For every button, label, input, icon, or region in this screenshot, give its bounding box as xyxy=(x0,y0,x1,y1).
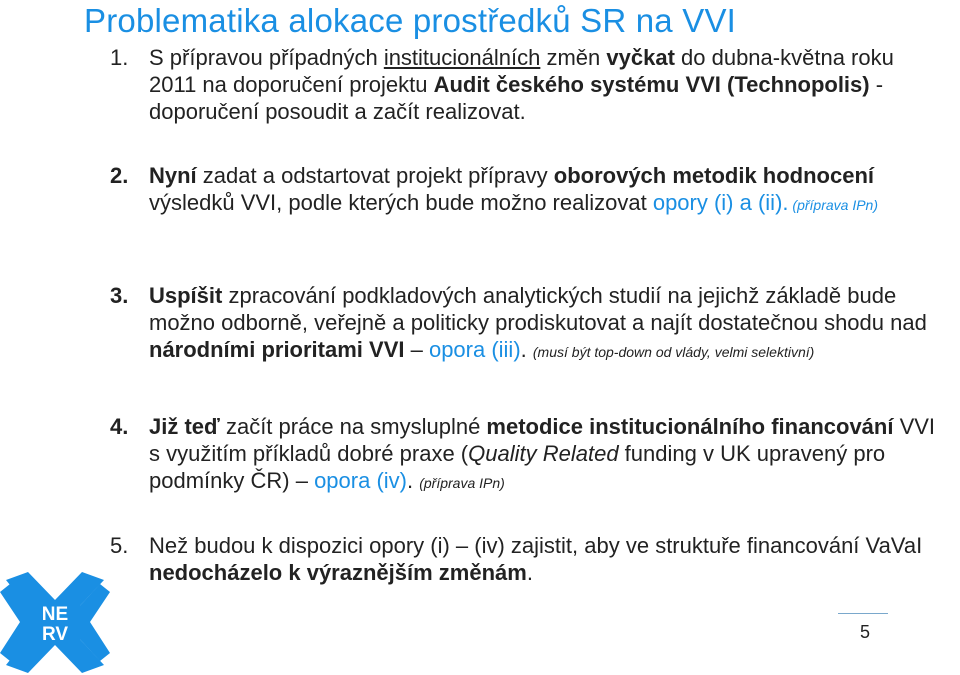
item-text: S přípravou případných institucionálních změn vyčkat do dubna-května roku 2011 na doporučení projektu Audit českého systému VVI (Technopolis) - doporučení posoudit a začít realizovat. xyxy=(149,45,894,124)
item-text: Uspíšit zpracování podkladových analytických studií na jejichž základě bude možno odborně, veřejně a politicky prodiskutovat a najít dostatečnou shodu nad národními prioritami VVI – opora (iii). (musí být top-down od vlády, velmi selektivní) xyxy=(149,283,927,362)
item-number: 3. xyxy=(110,283,129,308)
list-item-2 xyxy=(110,162,940,219)
logo-line-1: NE xyxy=(41,604,69,625)
logo-line-2: RV xyxy=(41,624,69,645)
item-number: 5. xyxy=(110,533,129,558)
item-text: Nyní zadat a odstartovat projekt přípravy oborových metodik hodnocení výsledků VVI, podle kterých bude možno realizovat opory (i) a (ii). (příprava IPn) xyxy=(149,163,878,215)
item-text: Než budou k dispozici opory (i) – (iv) zajistit, aby ve struktuře financování VaVaI nedocházelo k výraznějším změnám. xyxy=(149,533,923,585)
page-number: 5 xyxy=(860,622,871,642)
list-item-1 xyxy=(110,44,940,125)
list-item-3 xyxy=(110,282,940,366)
item-number: 4. xyxy=(110,414,129,439)
item-text: Již teď začít práce na smysluplné metodice institucionálního financování VVI s využitím příkladů dobré praxe (Quality Related funding v UK upravený pro podmínky ČR) – opora (iv). (příprava IPn) xyxy=(149,414,936,493)
list-item-4 xyxy=(110,413,940,497)
nerv-logo xyxy=(0,570,110,675)
item-number: 2. xyxy=(110,163,129,188)
list-item-5 xyxy=(110,532,940,586)
item-number: 1. xyxy=(110,45,129,70)
slide-title: Problematika alokace prostředků SR na VVI xyxy=(84,2,737,39)
page-number-divider xyxy=(838,613,888,614)
